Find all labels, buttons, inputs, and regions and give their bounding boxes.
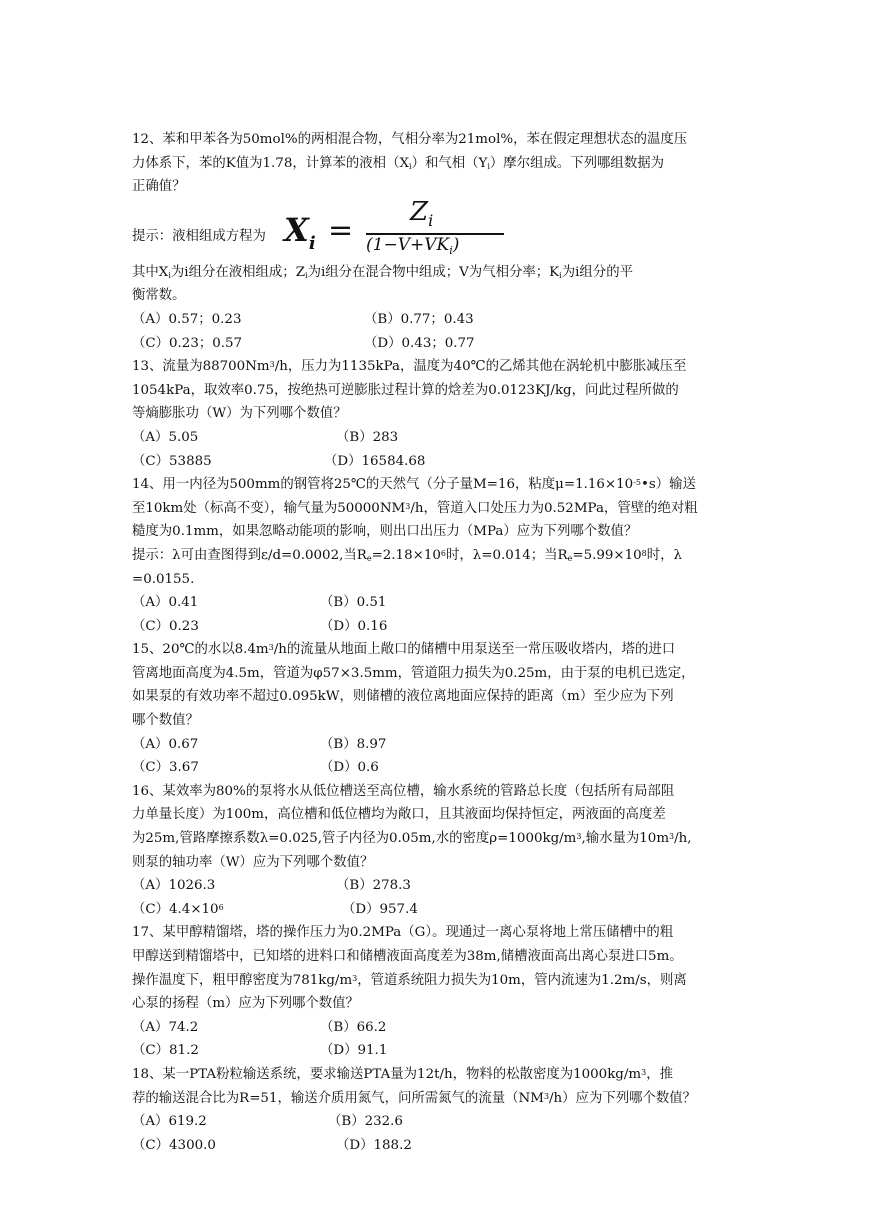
options-row: [132, 308, 740, 332]
question-text: 荐的输送混合比为R=51，输送介质用氮气，问所需氮气的流量$(NM^3/h)$应为下列哪个数值？: [132, 1090, 697, 1106]
question-text: 1054kPa，取效率0.75，按绝热可逆膨胀过程计算的焓差为0.0123KJ/kg，问此过程所做的: [132, 382, 679, 398]
question-text: 正确值？: [132, 179, 186, 195]
option-c: （C）0.23: [132, 618, 199, 634]
hint-label: 提示：液相组成方程为: [132, 228, 266, 244]
question-18: [132, 1063, 740, 1157]
question-text: 为25m,管路摩擦系数λ=0.025,管子内径为0.05m,水的密度$\rho=1000kg/m^3$,输水量为$10m^3/h$,: [132, 831, 692, 847]
options-row: [132, 615, 740, 639]
hint-text: 提示：λ可由查图得到ε/d=0.0002,当$R_e=2.18\times 10^6$时，λ=0.014；当$R_e=5.99\times 10^8$时，λ: [132, 547, 683, 563]
option-a: （A）0.57；0.23: [132, 311, 242, 327]
question-text: 如果泵的有效功率不超过0.095kW，则储槽的液位离地面应保持的距离（m）至少应为下列: [132, 689, 674, 705]
question-text: 力体系下，苯的K值为1.78，计算苯的液相$(X_i)$和气相$(Y_i)$摩尔组成。下列哪组数据为: [132, 155, 664, 171]
question-text: 14、用一内径为500mm的钢管将25℃的天然气（分子量M=16，粘度$\mu=1.16\times 10^{-5}•s$）输送: [132, 477, 696, 493]
hint-formula-row: 提示：液相组成方程为 $X_i$ = $Z_i$ $(1-V+VK_i)$: [132, 203, 740, 259]
question-text: 18、某一PTA粉粒输送系统，要求输送PTA量为12t/h，物料的松散密度为$1000kg/m^3$，推: [132, 1066, 673, 1082]
question-16: [132, 780, 740, 922]
options-row: [132, 1134, 740, 1158]
question-12: [132, 128, 740, 355]
option-a: （A）5.05: [132, 429, 199, 445]
hint-explanation: 其中$X_i$为i组分在液相组成；$Z_i$为i组分在混合物中组成；V为气相分率；$K_i$为i组分的平: [132, 264, 633, 280]
question-text: 哪个数值？: [132, 713, 199, 729]
question-14: [132, 473, 740, 638]
option-c: （C）4300.0: [132, 1137, 216, 1153]
options-row: [132, 1016, 740, 1040]
question-15: [132, 638, 740, 780]
options-row: [132, 898, 740, 922]
option-a: （A）74.2: [132, 1019, 199, 1035]
option-a: （A）0.41: [132, 595, 199, 611]
option-b: （B）66.2: [320, 1019, 387, 1035]
option-d: （D）957.4: [342, 901, 418, 917]
question-text: 12、苯和甲苯各为50mol%的两相混合物，气相分率为21mol%，苯在假定理想状态的温度压: [132, 132, 688, 147]
option-d: （D）0.16: [320, 618, 388, 634]
question-text: 操作温度下，粗甲醇密度为$781kg/m^3$，管道系统阻力损失为10m，管内流速为1.2m/s，则离: [132, 972, 687, 988]
question-text: 至10km处（标高不变），输气量为$50000NM^3/h$，管道入口处压力为0.52MPa，管壁的绝对粗: [132, 500, 698, 516]
options-row: [132, 1039, 740, 1063]
question-text: 17、某甲醇精馏塔，塔的操作压力为0.2MPa（G）。现通过一离心泵将地上常压储槽中的粗: [132, 925, 674, 941]
question-17: [132, 921, 740, 1063]
option-c: （C）81.2: [132, 1043, 199, 1059]
question-text: 则泵的轴功率（W）应为下列哪个数值？: [132, 854, 374, 870]
question-text: 管离地面高度为4.5m，管道为φ57×3.5mm，管道阻力损失为0.25m，由于泵的电机已选定，: [132, 665, 695, 681]
option-b: （B）0.77；0.43: [364, 311, 474, 327]
document-page: [132, 128, 740, 1157]
options-row: [132, 332, 740, 356]
option-d: （D）0.43；0.77: [364, 335, 475, 351]
options-row: [132, 426, 740, 450]
option-d: （D）16584.68: [324, 453, 426, 469]
option-c: （C）53885: [132, 453, 212, 469]
option-a: （A）0.67: [132, 736, 199, 752]
options-row: [132, 450, 740, 474]
hint-text: =0.0155.: [132, 571, 195, 587]
question-13: [132, 355, 740, 473]
option-c: $(C)4.4\times 10^6$: [132, 901, 224, 917]
option-b: （B）232.6: [328, 1114, 403, 1130]
question-text: 甲醇送到精馏塔中，已知塔的进料口和储槽液面高度差为38m,储槽液面高出离心泵进口5m。: [132, 949, 683, 964]
option-d: （D）0.6: [320, 760, 379, 776]
question-text: 15、20℃的水以$8.4m^3/h$的流量从地面上敞口的储槽中用泵送至一常压吸收塔内，塔的进口: [132, 642, 676, 658]
option-b: （B）278.3: [336, 878, 411, 894]
options-row: [132, 591, 740, 615]
option-b: （B）0.51: [320, 595, 387, 611]
options-row: [132, 874, 740, 898]
option-c: （C）0.23；0.57: [132, 335, 243, 351]
question-text: 糙度为0.1mm，如果忽略动能项的影响，则出口出压力（MPa）应为下列哪个数值？: [132, 524, 638, 540]
options-row: [132, 1110, 740, 1134]
question-text: 13、流量为88700Nm$^3$/h，压力为1135kPa，温度为40℃的乙烯其他在涡轮机中膨胀减压至: [132, 359, 687, 375]
option-c: （C）3.67: [132, 760, 199, 776]
question-text: 16、某效率为80%的泵将水从低位槽送至高位槽，输水系统的管路总长度（包括所有局部阻: [132, 783, 675, 799]
question-text: 心泵的扬程（m）应为下列哪个数值？: [132, 996, 359, 1012]
question-text: 力单量长度）为100m，高位槽和低位槽均为敞口，且其液面均保持恒定，两液面的高度差: [132, 807, 666, 823]
option-b: （B）283: [336, 429, 399, 445]
option-a: （A）619.2: [132, 1114, 207, 1130]
hint-explanation: 衡常数。: [132, 288, 186, 304]
option-a: （A）1026.3: [132, 878, 216, 894]
option-d: （D）91.1: [320, 1043, 388, 1059]
option-b: （B）8.97: [320, 736, 387, 752]
option-d: （D）188.2: [336, 1137, 412, 1153]
question-text: 等熵膨胀功（W）为下列哪个数值？: [132, 406, 347, 422]
options-row: [132, 733, 740, 757]
options-row: [132, 756, 740, 780]
